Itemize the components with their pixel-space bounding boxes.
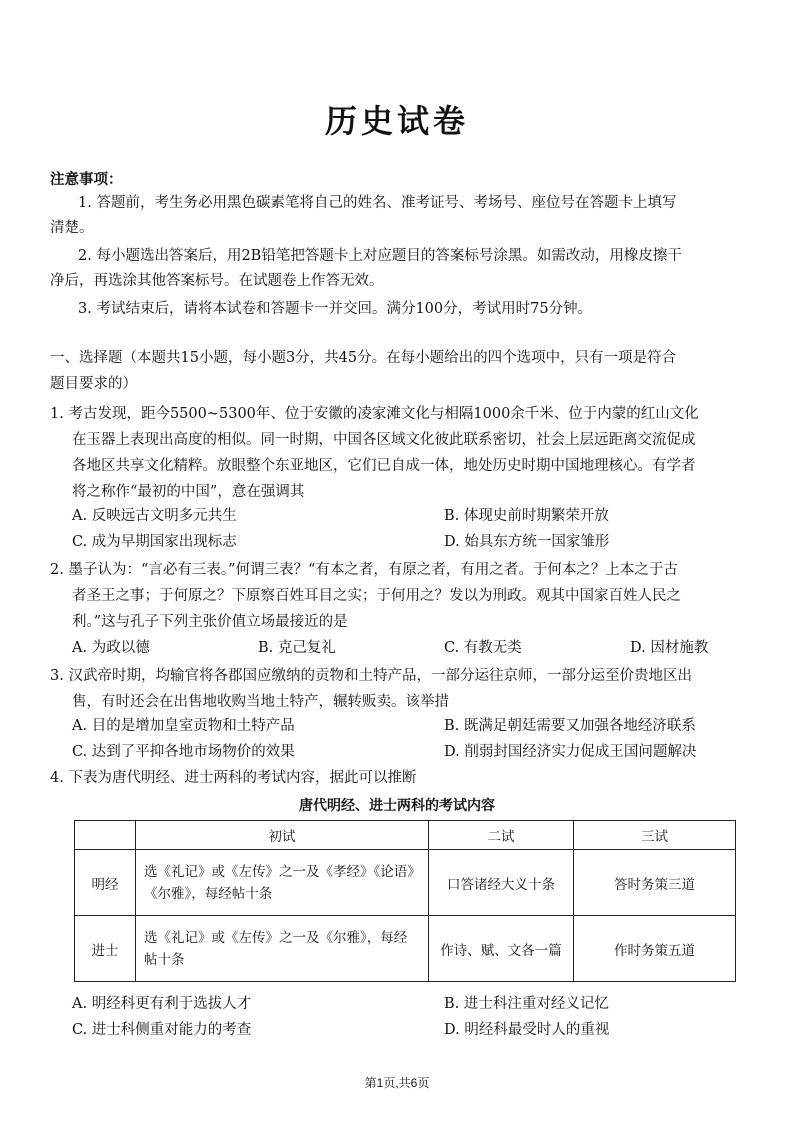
- notice-line: 1. 答题前，考生务必用黑色碳素笔将自己的姓名、准考证号、考场号、座位号在答题卡上填写: [78, 195, 677, 211]
- table-cell: 选《礼记》或《左传》之一及《尔雅》，每经帖十条: [136, 916, 429, 982]
- question-4-option-a[interactable]: A. 明经科更有利于选拔人才: [72, 996, 252, 1012]
- question-3-option-c[interactable]: C. 达到了平抑各地市场物价的效果: [72, 744, 295, 760]
- table-header-cell: 三试: [574, 821, 736, 850]
- page-title: 历史试卷: [324, 102, 469, 140]
- table-cell: 选《礼记》或《左传》之一及《孝经》《论语》《尔雅》，每经帖十条: [136, 850, 429, 916]
- table-cell: 作时务策五道: [574, 916, 736, 982]
- notice-line: 2. 每小题选出答案后，用2B铅笔把答题卡上对应题目的答案标号涂黑。如需改动，用橡皮擦干: [78, 248, 682, 264]
- section-heading-cont: 题目要求的）: [50, 376, 137, 392]
- question-1-line: 1. 考古发现，距今5500~5300年、位于安徽的凌家滩文化与相隔1000余千米、位于内蒙的红山文化: [50, 406, 699, 422]
- question-4-option-d[interactable]: D. 明经科最受时人的重视: [444, 1022, 610, 1038]
- question-2-line: 者圣王之事；于何原之？下原察百姓耳目之实；于何用之？发以为刑政。观其中国家百姓人民之: [72, 588, 681, 604]
- table-header-cell: [75, 821, 136, 850]
- notice-heading: 注意事项：: [50, 171, 123, 188]
- question-2-option-d[interactable]: D. 因材施教: [630, 640, 709, 656]
- question-1-line: 将之称作“最初的中国”，意在强调其: [72, 484, 305, 500]
- notice-line: 净后，再选涂其他答案标号。在试题卷上作答无效。: [50, 273, 384, 289]
- table-title: 唐代明经、进士两科的考试内容: [299, 797, 495, 813]
- question-1-option-a[interactable]: A. 反映远古文明多元共生: [72, 508, 237, 524]
- table-row: [75, 916, 736, 982]
- question-1-option-d[interactable]: D. 始具东方统一国家雏形: [444, 534, 610, 550]
- question-4-option-b[interactable]: B. 进士科注重对经义记忆: [444, 996, 609, 1012]
- table-row: [75, 850, 736, 916]
- question-4-option-c[interactable]: C. 进士科侧重对能力的考查: [72, 1022, 252, 1038]
- question-2-line: 2. 墨子认为：“言必有三表。”何谓三表？“有本之者，有原之者，有用之者。于何本之？上本之于古: [50, 562, 678, 578]
- section-heading: 一、选择题（本题共15小题，每小题3分，共45分。在每小题给出的四个选项中，只有一项是符合: [50, 350, 677, 366]
- question-2-option-c[interactable]: C. 有教无类: [444, 640, 522, 656]
- table-cell: 答时务策三道: [574, 850, 736, 916]
- table-header-cell: 初试: [136, 821, 429, 850]
- question-3-line: 售，有时还会在出售地收购当地土特产，辗转贩卖。该举措: [72, 694, 449, 710]
- question-1-line: 各地区共享文化精粹。放眼整个东亚地区，它们已自成一体，地处历史时期中国地理核心。有学者: [72, 458, 696, 474]
- notice-line: 清楚。: [50, 220, 94, 236]
- table-cell: 明经: [75, 850, 136, 916]
- table-header-row: [75, 821, 736, 850]
- question-1-option-b[interactable]: B. 体现史前时期繁荣开放: [444, 508, 609, 524]
- table-header-cell: 二试: [429, 821, 574, 850]
- table-cell: 口答诸经大义十条: [429, 850, 574, 916]
- exam-table: [74, 820, 736, 982]
- table-cell: 进士: [75, 916, 136, 982]
- question-3-option-d[interactable]: D. 削弱封国经济实力促成王国问题解决: [444, 744, 697, 760]
- question-3-option-a[interactable]: A. 目的是增加皇室贡物和土特产品: [72, 718, 295, 734]
- question-1-line: 在玉器上表现出高度的相似。同一时期，中国各区域文化彼此联系密切，社会上层远距离交流促成: [72, 432, 696, 448]
- table-cell: 作诗、赋、文各一篇: [429, 916, 574, 982]
- question-3-option-b[interactable]: B. 既满足朝廷需要又加强各地经济联系: [444, 718, 696, 734]
- question-2-option-a[interactable]: A. 为政以德: [72, 640, 150, 656]
- page-number: 第1页,共6页: [364, 1076, 430, 1090]
- question-2-line: 利。”这与孔子下列主张价值立场最接近的是: [72, 614, 348, 630]
- question-4-stem: 4. 下表为唐代明经、进士两科的考试内容，据此可以推断: [50, 770, 417, 786]
- question-3-line: 3. 汉武帝时期，均输官将各郡国应缴纳的贡物和土特产品，一部分运往京师，一部分运至价贵地区出: [50, 668, 692, 684]
- question-1-option-c[interactable]: C. 成为早期国家出现标志: [72, 534, 237, 550]
- notice-line: 3. 考试结束后，请将本试卷和答题卡一并交回。满分100分，考试用时75分钟。: [78, 301, 593, 317]
- question-2-option-b[interactable]: B. 克己复礼: [258, 640, 336, 656]
